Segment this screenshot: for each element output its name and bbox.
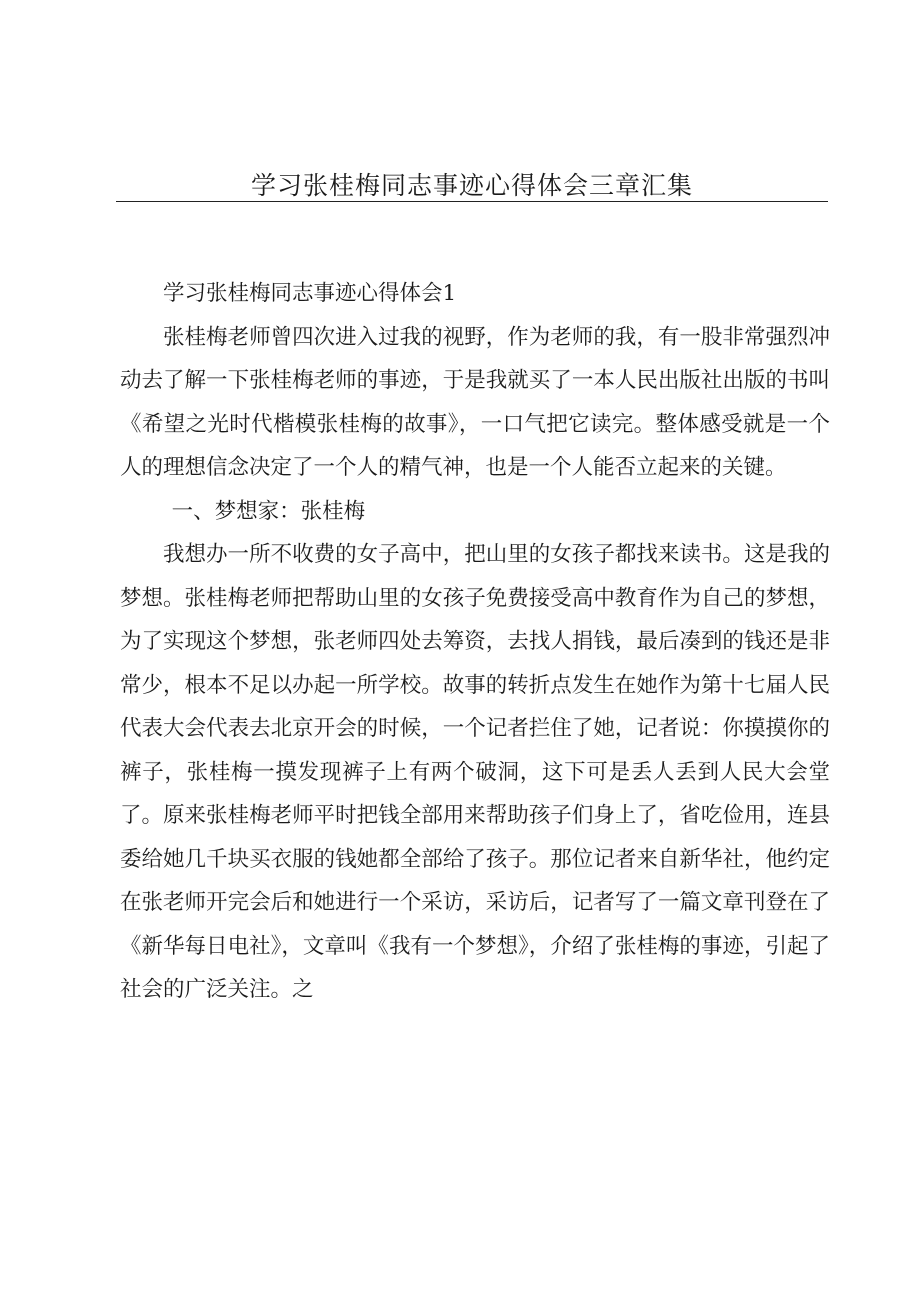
paragraph-dream: 我想办一所不收费的女子高中，把山里的女孩子都找来读书。这是我的梦想。张桂梅老师把帮助山里的女孩子免费接受高中教育作为自己的梦想，为了实现这个梦想，张老师四处去筹资，去找人捐钱，最后凑到的钱还是非常少，根本不足以办起一所学校。故事的转折点发生在她作为第十七届人民代表大会代表去北京开会的时候，一个记者拦住了她，记者说：你摸摸你的裤子，张桂梅一摸发现裤子上有两个破洞，这下可是丢人丢到人民大会堂了。原来张桂梅老师平时把钱全部用来帮助孩子们身上了，省吃俭用，连县委给她几千块买衣服的钱她都全部给了孩子。那位记者来自新华社，他约定在张老师开完会后和她进行一个采访，采访后，记者写了一篇文章刊登在了《新华每日电社》，文章叫《我有一个梦想》，介绍了张桂梅的事迹，引起了社会的广泛关注。之 [120, 542, 830, 1002]
paragraph-intro: 张桂梅老师曾四次进入过我的视野，作为老师的我，有一股非常强烈冲动去了解一下张桂梅老师的事迹，于是我就买了一本人民出版社出版的书叫《希望之光时代楷模张桂梅的故事》，一口气把它读完。整体感受就是一个人的理想信念决定了一个人的精气神，也是一个人能否立起来的关键。 [120, 324, 830, 480]
document-body [120, 272, 830, 1012]
document-title: 学习张桂梅同志事迹心得体会三章汇集 [250, 171, 693, 200]
section-heading: 学习张桂梅同志事迹心得体会1 [163, 281, 457, 306]
subheading-dreamer: 一、梦想家：张桂梅 [171, 498, 366, 524]
title-underline [116, 201, 828, 202]
